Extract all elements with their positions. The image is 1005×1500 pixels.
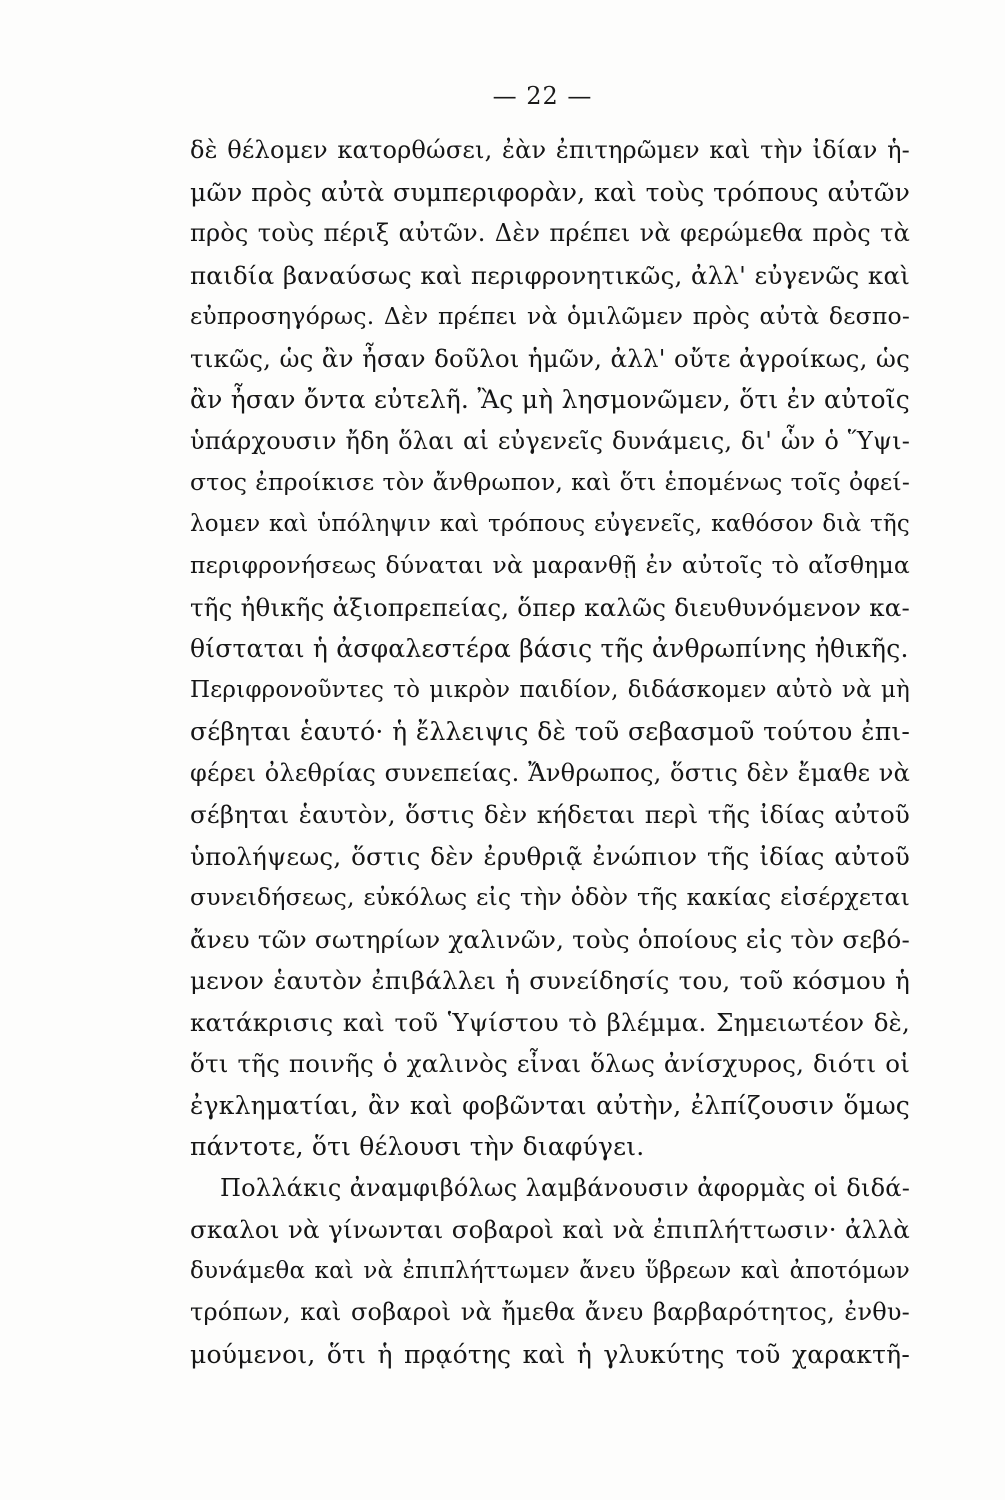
text-line: θίσταται ἡ ἀσφαλεστέρα βάσις τῆς ἀνθρωπίνης ἠθικῆς. (190, 634, 909, 663)
text-line: ἂν ἦσαν ὄντα εὐτελῆ. Ἂς μὴ λησμονῶμεν, ὅτι ἐν αὐτοῖς (190, 385, 910, 414)
page-number: — 22 — (492, 82, 593, 110)
text-line: μούμενοι, ὅτι ἡ πρᾳότης καὶ ἡ γλυκύτης τοῦ χαρακτῆ- (190, 1339, 910, 1369)
text-line: σέβηται ἑαυτό· ἡ ἔλλειψις δὲ τοῦ σεβασμοῦ τούτου ἐπι- (190, 717, 910, 746)
text-line: ὑπάρχουσιν ἤδη ὅλαι αἱ εὐγενεῖς δυνάμεις, δι' ὧν ὁ Ὕψι- (190, 426, 910, 455)
text-line: ἄνευ τῶν σωτηρίων χαλινῶν, τοὺς ὁποίους εἰς τὸν σεβό- (190, 924, 910, 954)
text-line: κατάκρισις καὶ τοῦ Ὑψίστου τὸ βλέμμα. Σημειωτέον δὲ, (190, 1007, 910, 1037)
text-line: ἐγκληματίαι, ἂν καὶ φοβῶνται αὐτὴν, ἐλπίζουσιν ὅμως (190, 1090, 910, 1120)
text-line: τικῶς, ὡς ἂν ἦσαν δοῦλοι ἡμῶν, ἀλλ' οὔτε ἀγροίκως, ὡς (190, 343, 910, 373)
text-line: πρὸς τοὺς πέριξ αὐτῶν. Δὲν πρέπει νὰ φερώμεθα πρὸς τὰ (190, 219, 910, 247)
text-line: στος ἐπροίκισε τὸν ἄνθρωπον, καὶ ὅτι ἑπομένως τοῖς ὀφεί- (190, 468, 910, 496)
text-line: λομεν καὶ ὑπόληψιν καὶ τρόπους εὐγενεῖς, καθόσον διὰ τῆς (190, 510, 910, 537)
text-line: δὲ θέλομεν κατορθώσει, ἐὰν ἐπιτηρῶμεν καὶ τὴν ἰδίαν ἡ- (190, 136, 910, 164)
text-line: εὐπροσηγόρως. Δὲν πρέπει νὰ ὁμιλῶμεν πρὸς αὐτὰ δεσπο- (190, 302, 910, 330)
text-line: ὅτι τῆς ποινῆς ὁ χαλινὸς εἶναι ὅλως ἀνίσχυρος, διότι οἱ (190, 1049, 910, 1078)
text-line: παιδία βαναύσως καὶ περιφρονητικῶς, ἀλλ' εὐγενῶς καὶ (190, 260, 910, 290)
text-line: δυνάμεθα καὶ νὰ ἐπιπλήττωμεν ἄνευ ὕβρεων καὶ ἀποτόμων (190, 1257, 910, 1284)
text-line: Περιφρονοῦντες τὸ μικρὸν παιδίον, διδάσκομεν αὐτὸ νὰ μὴ (190, 676, 910, 703)
text-line: ὑπολήψεως, ὅστις δὲν ἐρυθριᾷ ἐνώπιον τῆς ἰδίας αὐτοῦ (190, 841, 910, 871)
text-line: τῆς ἠθικῆς ἀξιοπρεπείας, ὅπερ καλῶς διευθυνόμενον κα- (190, 592, 910, 622)
text-line: φέρει ὀλεθρίας συνεπείας. Ἄνθρωπος, ὅστις δὲν ἔμαθε νὰ (190, 758, 910, 787)
text-line: σέβηται ἑαυτὸν, ὅστις δὲν κήδεται περὶ τῆς ἰδίας αὐτοῦ (190, 800, 910, 829)
text-line: μῶν πρὸς αὐτὰ συμπεριφορὰν, καὶ τοὺς τρόπους αὐτῶν (190, 177, 910, 207)
text-line: περιφρονήσεως δύναται νὰ μαρανθῇ ἐν αὐτοῖς τὸ αἴσθημα (190, 551, 910, 579)
text-line: συνειδήσεως, εὐκόλως εἰς τὴν ὁδὸν τῆς κακίας εἰσέρχεται (190, 883, 910, 911)
text-line: Πολλάκις ἀναμφιβόλως λαμβάνουσιν ἀφορμὰς οἱ διδά- (220, 1173, 910, 1202)
text-line: τρόπων, καὶ σοβαροὶ νὰ ἤμεθα ἄνευ βαρβαρότητος, ἐνθυ- (190, 1298, 910, 1326)
text-line: πάντοτε, ὅτι θέλουσι τὴν διαφύγει. (190, 1132, 645, 1161)
body-text (190, 130, 910, 1375)
text-line: μενον ἑαυτὸν ἐπιβάλλει ἡ συνείδησίς του, τοῦ κόσμου ἡ (190, 966, 910, 995)
text-line: σκαλοι νὰ γίνωνται σοβαροὶ καὶ νὰ ἐπιπλήττωσιν· ἀλλὰ (190, 1215, 910, 1244)
